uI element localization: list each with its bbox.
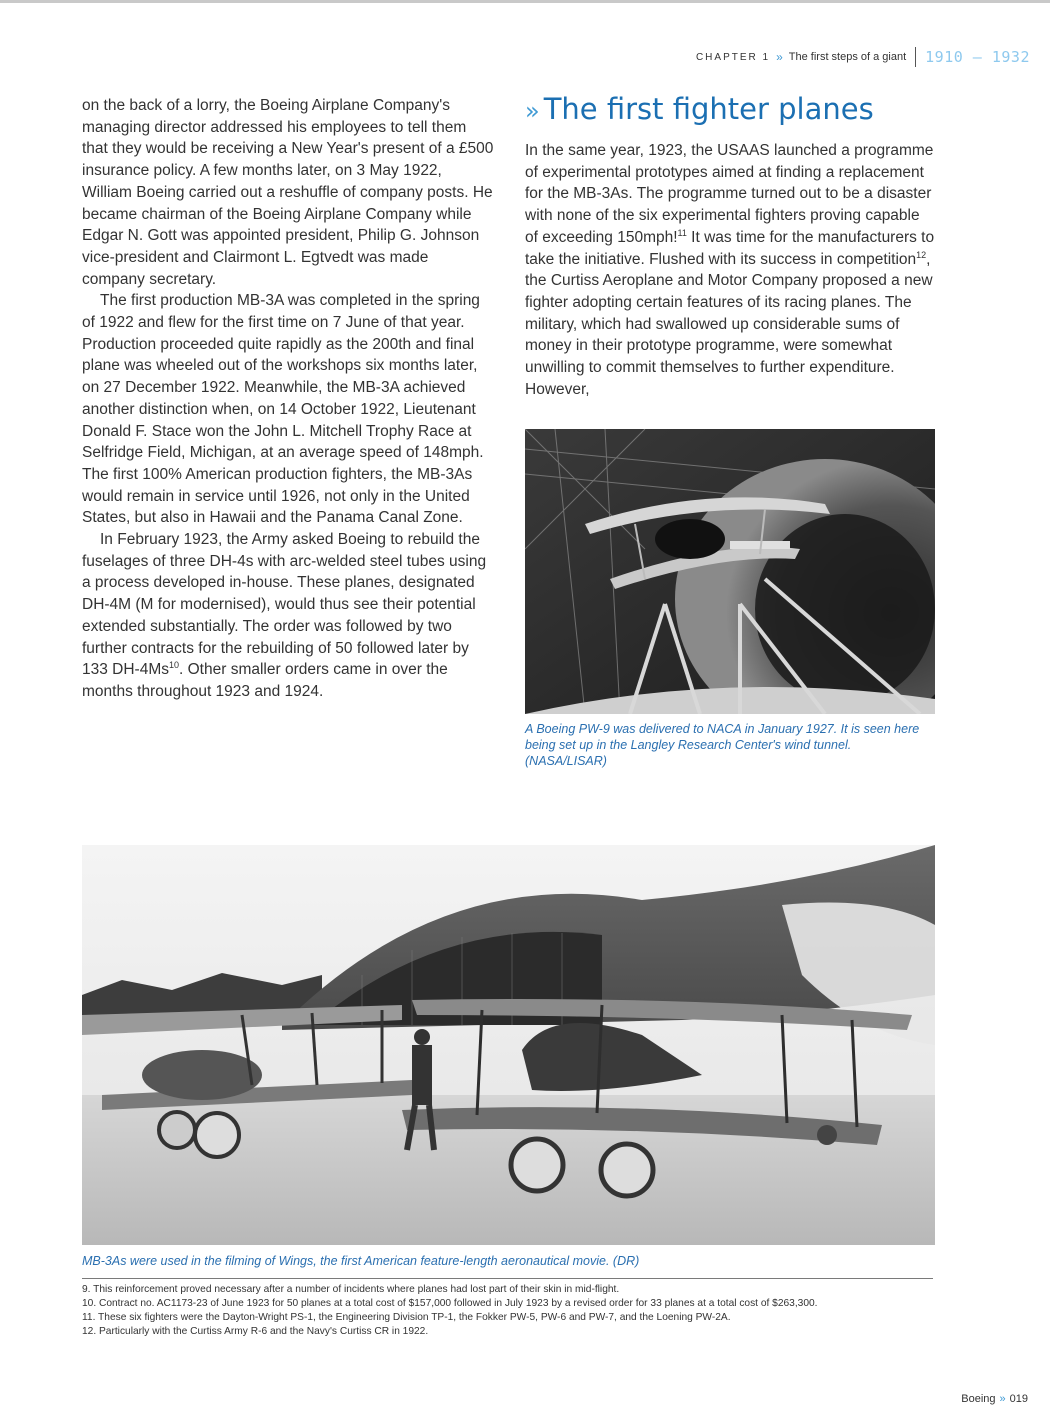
top-rule <box>0 0 1050 3</box>
paragraph-1: on the back of a lorry, the Boeing Airplane Company's managing director addressed his employees to tell them that they would be receiving a New Year's present of a £500 insurance policy. A few months later, on 3 May 1922, William Boeing carried out a reshuffle of company posts. He became chairman of the Boeing Airplane Company while Edgar N. Gott was appointed president, Philip G. Johnson vice-president and Clairmont L. Egtvedt was made company secretary. <box>82 97 494 288</box>
footnotes <box>82 1283 942 1339</box>
double-arrow-icon: » <box>999 1393 1006 1405</box>
page-number: 019 <box>1009 1393 1028 1405</box>
section-heading-text: The first fighter planes <box>543 92 874 126</box>
double-arrow-icon: » <box>776 50 783 64</box>
paragraph-3-text: In February 1923, the Army asked Boeing to rebuild the fuselages of three DH-4s with arc-welded steel tubes using a process developed in-house. These planes, designated DH-4M (M for modernised), would thus see their potential extended substantially. The order was followed by two further contracts for the rebuilding of 50 followed later by 133 DH-4Ms <box>82 531 487 679</box>
left-column-text <box>82 95 494 703</box>
chapter-label: CHAPTER 1 <box>695 51 771 63</box>
wind-tunnel-caption: A Boeing PW-9 was delivered to NACA in January 1927. It is seen here being set up in the Langley Research Center's wind tunnel. (NASA/LISAR) <box>525 722 920 768</box>
footnote-ref-11: 11 <box>677 227 687 238</box>
hangar-caption: MB-3As were used in the filming of Wings, the first American feature-length aeronautical movie. (DR) <box>82 1254 640 1268</box>
footnote-9: 9. This reinforcement proved necessary after a number of incidents where planes had lost part of their skin in mid-flight. <box>82 1284 620 1295</box>
wind-tunnel-photo <box>525 429 935 714</box>
book-title: Boeing <box>961 1393 996 1405</box>
chapter-years: 1910 – 1932 <box>925 48 1030 66</box>
hangar-illustration <box>82 845 935 1245</box>
page-footer <box>961 1393 1028 1405</box>
header-divider <box>915 47 916 67</box>
chapter-title: The first steps of a giant <box>788 51 907 63</box>
paragraph-3 <box>82 529 494 703</box>
section-paragraph <box>525 140 935 400</box>
running-header <box>696 46 1030 68</box>
section-text-1: In the same year, 1923, the USAAS launched a programme of experimental prototypes aimed at finding a replacement for the MB-3As. The programme turned out to be a disaster with none of the six experimental fighters proving capable of exceeding 150mph! <box>525 142 934 246</box>
section-text-3: , the Curtiss Aeroplane and Motor Company proposed a new fighter adopting certain features of its racing planes. The military, which had swallowed up considerable sums of money in their prototype programme, were somewhat unwilling to commit themselves to further expenditure. However, <box>525 250 933 398</box>
footnote-12: 12. Particularly with the Curtiss Army R-6 and the Navy's Curtiss CR in 1922. <box>82 1326 429 1337</box>
hangar-photo <box>82 845 935 1245</box>
footnote-10: 10. Contract no. AC1173-23 of June 1923 for 50 planes at a total cost of $157,000 followed in July 1923 by a revised order for 33 planes at a total cost of $263,300. <box>82 1298 818 1309</box>
right-column-text <box>525 140 935 400</box>
footnote-11: 11. These six fighters were the Dayton-Wright PS-1, the Engineering Division TP-1, the Fokker PW-5, PW-6 and PW-7, and the Loening PW-2A. <box>82 1312 731 1323</box>
section-text-2: It was time for the manufacturers to take the initiative. Flushed with its success in competition <box>525 228 935 268</box>
paragraph-2: The first production MB-3A was completed in the spring of 1922 and flew for the first time on 7 June of that year. Production proceeded quite rapidly as the 200th and final plane was wheeled out of the workshops six months later, on 27 December 1922. Meanwhile, the MB-3A achieved another distinction when, on 14 October 1922, Lieutenant Donald F. Stace won the John L. Mitchell Trophy Race at Selfridge Field, Michigan, at an average speed of 148mph. The first 100% American production fighters, the MB-3As would remain in service until 1926, not only in the United States, but also in Hawaii and the Panama Canal Zone. <box>82 292 484 527</box>
double-arrow-icon: » <box>525 97 540 125</box>
footnote-rule <box>82 1278 933 1279</box>
paragraph-3-text-end: . Other smaller orders came in over the months throughout 1923 and 1924. <box>82 661 448 700</box>
footnote-ref-10: 10 <box>169 660 180 671</box>
section-heading <box>525 92 874 126</box>
wind-tunnel-illustration <box>525 429 935 714</box>
footnote-ref-12: 12 <box>916 249 927 260</box>
